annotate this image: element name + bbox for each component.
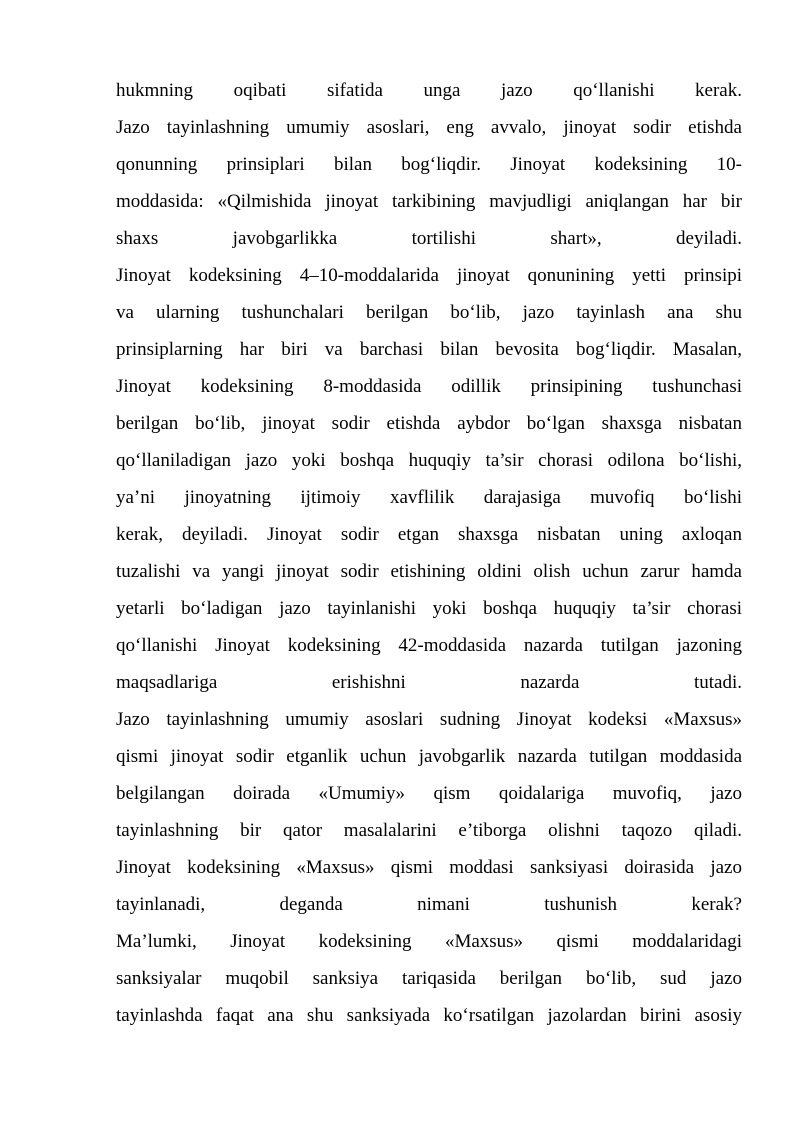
text-line: va ularning tushunchalari berilgan bo‘lib, jazo tayinlash ana shu (116, 302, 742, 323)
text-line: hukmning oqibati sifatida unga jazo qo‘llanishi kerak. (116, 80, 742, 101)
text-line: shaxs javobgarlikka tortilishi shart», deyiladi. (116, 228, 742, 249)
document-page (116, 72, 742, 1034)
text-line: ya’ni jinoyatning ijtimoiy xavflilik darajasiga muvofiq bo‘lishi (116, 487, 742, 508)
text-line: Jazo tayinlashning umumiy asoslari sudning Jinoyat kodeksi «Maxsus» (116, 709, 742, 730)
text-line: moddasida: «Qilmishida jinoyat tarkibining mavjudligi aniqlangan har bir (116, 191, 742, 212)
text-line: tayinlashda faqat ana shu sanksiyada ko‘rsatilgan jazolardan birini asosiy (116, 1005, 742, 1026)
text-line: qismi jinoyat sodir etganlik uchun javobgarlik nazarda tutilgan moddasida (116, 746, 742, 767)
text-line: tayinlashning bir qator masalalarini e’tiborga olishni taqozo qiladi. (116, 820, 742, 841)
text-line: belgilangan doirada «Umumiy» qism qoidalariga muvofiq, jazo (116, 783, 742, 804)
text-line: qonunning prinsiplari bilan bog‘liqdir. Jinoyat kodeksining 10- (116, 154, 742, 175)
body-text (116, 72, 742, 1034)
text-line: sanksiyalar muqobil sanksiya tariqasida berilgan bo‘lib, sud jazo (116, 968, 742, 989)
text-line: Jinoyat kodeksining «Maxsus» qismi moddasi sanksiyasi doirasida jazo (116, 857, 742, 878)
text-line: Ma’lumki, Jinoyat kodeksining «Maxsus» qismi moddalaridagi (116, 931, 742, 952)
text-line: Jinoyat kodeksining 4–10-moddalarida jinoyat qonunining yetti prinsipi (116, 265, 742, 286)
text-line: maqsadlariga erishishni nazarda tutadi. (116, 672, 742, 693)
text-line: qo‘llaniladigan jazo yoki boshqa huquqiy ta’sir chorasi odilona bo‘lishi, (116, 450, 742, 471)
text-line: tayinlanadi, deganda nimani tushunish kerak? (116, 894, 742, 915)
text-line: berilgan bo‘lib, jinoyat sodir etishda aybdor bo‘lgan shaxsga nisbatan (116, 413, 742, 434)
text-line: Jazo tayinlashning umumiy asoslari, eng avvalo, jinoyat sodir etishda (116, 117, 742, 138)
text-line: Jinoyat kodeksining 8-moddasida odillik prinsipining tushunchasi (116, 376, 742, 397)
text-line: yetarli bo‘ladigan jazo tayinlanishi yoki boshqa huquqiy ta’sir chorasi (116, 598, 742, 619)
text-line: qo‘llanishi Jinoyat kodeksining 42-moddasida nazarda tutilgan jazoning (116, 635, 742, 656)
text-line: tuzalishi va yangi jinoyat sodir etishining oldini olish uchun zarur hamda (116, 561, 742, 582)
text-line: prinsiplarning har biri va barchasi bilan bevosita bog‘liqdir. Masalan, (116, 339, 742, 360)
text-line: kerak, deyiladi. Jinoyat sodir etgan shaxsga nisbatan uning axloqan (116, 524, 742, 545)
